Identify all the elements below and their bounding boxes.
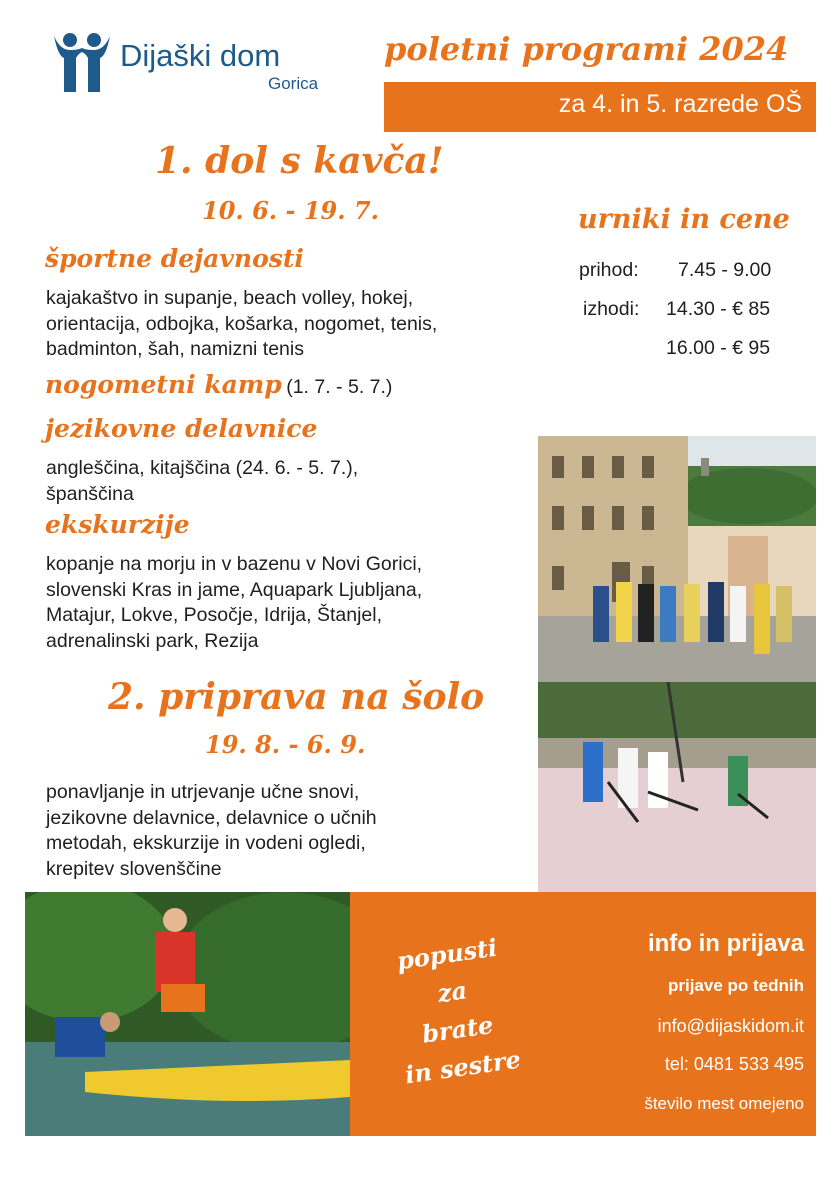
promo-line: za	[435, 975, 469, 1009]
excursion-line: adrenalinski park, Rezija	[46, 629, 259, 652]
sibling-discount-promo	[370, 925, 540, 1096]
sport-line: orientacija, odbojka, košarka, nogomet, tenis,	[46, 312, 438, 335]
departure-price-1: 14.30 - € 85	[666, 298, 771, 320]
floor-hockey-photo	[538, 682, 816, 892]
section2-line: metodah, ekskurzije in vodeni ogledi,	[46, 832, 366, 854]
promo-line: in sestre	[403, 1044, 523, 1090]
excursion-line: kopanje na morju in v bazenu v Novi Gorici,	[46, 553, 423, 575]
arrival-label: prihod:	[579, 259, 639, 281]
info-email[interactable]: info@dijaskidom.it	[657, 1016, 804, 1036]
info-limited: število mest omejeno	[644, 1094, 804, 1113]
hours-title: urniki in cene	[578, 204, 790, 235]
excursion-list	[46, 552, 422, 654]
page-title: poletni programi 2024	[384, 30, 789, 68]
sport-list	[46, 286, 437, 363]
football-dates: (1. 7. - 5. 7.)	[286, 376, 393, 398]
language-line: španščina	[46, 482, 134, 505]
arrival-time: 7.45 - 9.00	[678, 259, 772, 281]
section2-line: jezikovne delavnice, delavnice o učnih	[46, 806, 377, 829]
departure-label: izhodi:	[583, 298, 640, 320]
language-list	[46, 456, 358, 507]
section2-dates: 19. 8. - 6. 9.	[205, 730, 366, 759]
logo-title: Dijaški dom	[120, 38, 281, 73]
info-phone[interactable]: tel: 0481 533 495	[664, 1054, 804, 1074]
language-line: angleščina, kitajščina (24. 6. - 5. 7.),	[46, 457, 359, 479]
info-weekly: prijave po tednih	[667, 976, 804, 995]
logo-subtitle: Gorica	[268, 74, 319, 93]
header-band-text: za 4. in 5. razrede OŠ	[558, 90, 802, 118]
town-square-photo	[538, 436, 816, 682]
section1-title: 1. dol s kavča!	[155, 140, 444, 182]
header-band	[384, 82, 816, 132]
section2-list	[46, 780, 377, 882]
language-heading: jezikovne delavnice	[45, 414, 318, 443]
sport-line: kajakaštvo in supanje, beach volley, hokej,	[46, 287, 414, 309]
lake-jump-photo	[25, 892, 350, 1136]
promo-line: brate	[420, 1009, 495, 1049]
section2-title: 2. priprava na šolo	[108, 676, 485, 718]
excursion-heading: ekskurzije	[45, 510, 190, 539]
section1-dates: 10. 6. - 19. 7.	[202, 196, 379, 225]
departure-price-2: 16.00 - € 95	[666, 337, 771, 359]
section2-line: ponavljanje in utrjevanje učne snovi,	[46, 781, 360, 803]
football-heading: nogometni kamp	[45, 370, 282, 399]
excursion-line: Matajur, Lokve, Posočje, Idrija, Štanjel,	[46, 604, 383, 626]
excursion-line: slovenski Kras in jame, Aquapark Ljubljana,	[46, 578, 423, 601]
info-title: info in prijava	[647, 930, 804, 957]
section2-line: krepitev slovenščine	[46, 857, 222, 880]
sport-heading: športne dejavnosti	[45, 244, 304, 273]
promo-line: popusti	[395, 932, 499, 976]
logo-people-icon	[50, 28, 114, 94]
sport-line: badminton, šah, namizni tenis	[46, 338, 304, 360]
football-row	[45, 370, 392, 399]
